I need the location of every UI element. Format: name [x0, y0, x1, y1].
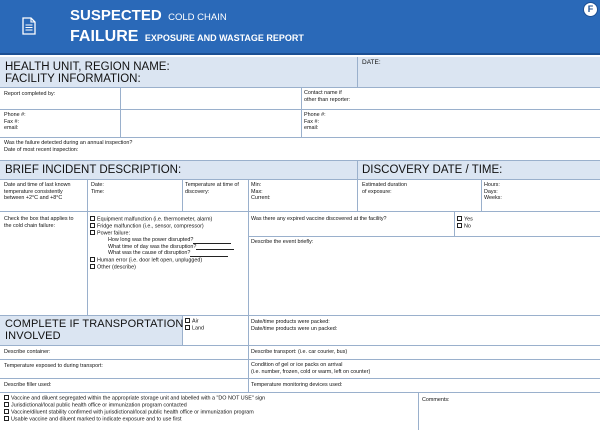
transport-heading: COMPLETE IF TRANSPORTATION INVOLVED [5, 318, 184, 342]
ice-pack-condition-label: Condition of gel or ice packs on arrival (i.e. number, frozen, cold or warm, left on counter) [251, 362, 371, 375]
discovery-heading: DISCOVERY DATE / TIME: [362, 164, 503, 176]
human-error-checkbox[interactable] [90, 257, 95, 262]
temp-exposed-label: Temperature exposed to during transport: [4, 363, 103, 369]
filler-label: Describe filler used: [4, 382, 52, 388]
air-checkbox[interactable] [185, 318, 190, 323]
no-checkbox[interactable] [457, 223, 462, 228]
health-unit-heading: HEALTH UNIT, REGION NAME: [5, 61, 170, 73]
monitoring-devices-label: Temperature monitoring devices used: [251, 382, 343, 388]
describe-event-label: Describe the event briefly: [251, 239, 314, 245]
contact-name-label: Contact name if other than reporter: [304, 90, 351, 103]
contact-phone-fax-email-labels: Phone #: Fax #: email: [304, 112, 326, 132]
list-item: Vaccine and diluent segregated within the appropriate storage unit and labelled with a "DO NOT USE" sign [4, 395, 265, 402]
transport-mode-options: Air Land [185, 318, 204, 332]
header-banner [0, 0, 600, 55]
incident-heading: BRIEF INCIDENT DESCRIPTION: [5, 164, 182, 176]
last-known-temp-label: Date and time of last known temperature consistently between +2°C and +8°C [4, 182, 71, 202]
phone-fax-email-labels: Phone #: Fax #: email: [4, 112, 26, 132]
title-exposure-report: EXPOSURE AND WASTAGE REPORT [144, 33, 304, 43]
date-label: DATE: [362, 59, 381, 66]
last-inspection-label: Date of most recent inspection: [4, 146, 79, 153]
yes-checkbox[interactable] [457, 216, 462, 221]
title-failure: FAILURE [70, 28, 139, 45]
fridge-checkbox[interactable] [90, 223, 95, 228]
expired-answer-options: Yes No [457, 216, 473, 230]
annual-inspection-question: Was the failure detected during an annual inspection? [4, 140, 133, 146]
report-completed-by-label: Report completed by: [4, 91, 56, 97]
land-checkbox[interactable] [185, 325, 190, 330]
describe-container-label: Describe container: [4, 349, 51, 355]
inspection-block [4, 140, 132, 153]
cause-instruction-label: Check the box that applies to the cold chain failure: [4, 216, 74, 229]
list-item: Jurisdictional/local public health office or immunization program contacted [4, 402, 265, 409]
expired-vaccine-question: Was there any expired vaccine discovered at the facility? [251, 216, 387, 222]
comments-label: Comments: [422, 397, 450, 403]
document-icon [22, 17, 36, 35]
list-item: Usable vaccine and diluent marked to indicate exposure and to use first [4, 416, 265, 423]
hours-days-weeks-labels: Hours: Days: Weeks: [484, 182, 502, 202]
min-max-current-labels: Min: Max: Current: [251, 182, 271, 202]
title-suspected: SUSPECTED [70, 7, 162, 24]
cause-options: Equipment malfunction (i.e. thermometer, alarm) Fridge malfunction (i.e., sensor, compressor) Power failure: How long was the power disrupted? What time of day was the disruption? What was the cause of disruption? Human error (i.e. door left open, unplugged) Other (describe) [90, 216, 234, 271]
equipment-checkbox[interactable] [90, 216, 95, 221]
list-item: Vaccine/diluent stability confirmed with jurisdictional/local public health office or immunization program [4, 409, 265, 416]
temp-at-discovery-label: Temperature at time of discovery: [185, 182, 239, 195]
facility-info-heading: FACILITY INFORMATION: [5, 73, 141, 85]
power-failure-checkbox[interactable] [90, 230, 95, 235]
action-checklist [4, 395, 265, 423]
exposure-duration-label: Estimated duration of exposure: [362, 182, 407, 195]
pack-times-labels: Date/time products were packed: Date/time products were un packed: [251, 319, 338, 332]
form-badge: F [583, 2, 598, 17]
title-cold-chain: COLD CHAIN [168, 12, 227, 23]
other-checkbox[interactable] [90, 264, 95, 269]
date-time-labels: Date: Time: [91, 182, 105, 195]
describe-transport-label: Describe transport: (i.e. car courier, bus) [251, 349, 348, 355]
